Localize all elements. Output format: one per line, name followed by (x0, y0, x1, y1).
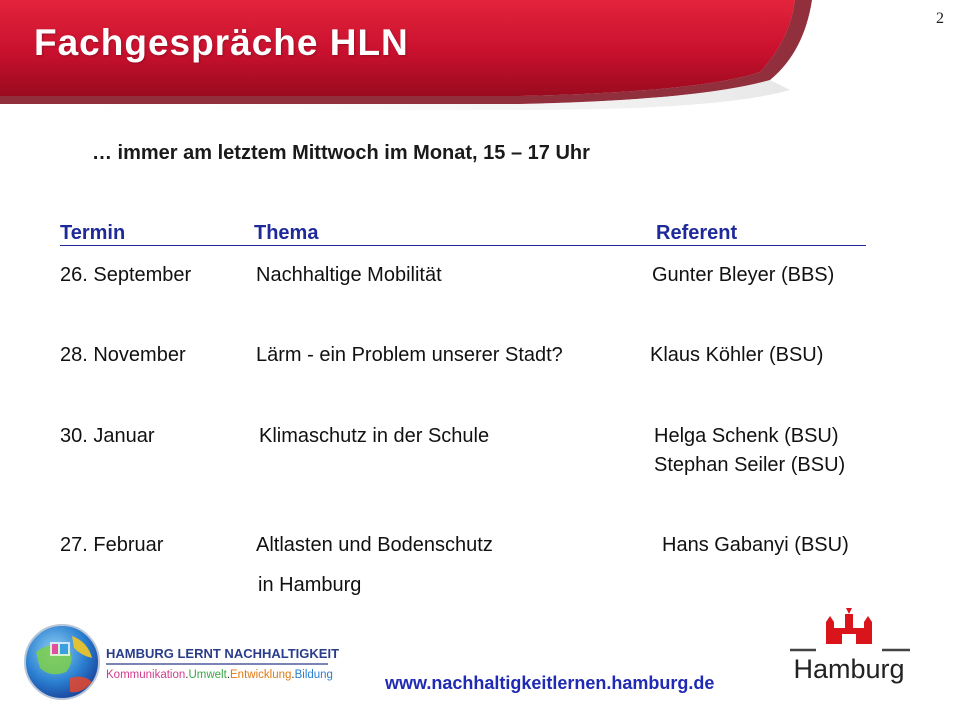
row-3-topic: Klimaschutz in der Schule (259, 425, 490, 447)
row-2-topic: Lärm - ein Problem unserer Stadt? (256, 344, 563, 366)
subtitle: … immer am letztem Mittwoch im Monat, 15 – 17 Uhr (92, 142, 590, 164)
globe-icon (25, 625, 99, 699)
row-3-speaker: Helga Schenk (BSU) (654, 425, 839, 447)
row-1-date: 26. September (60, 264, 192, 286)
hamburg-logo-text: Hamburg (793, 654, 905, 684)
row-4-date: 27. Februar (60, 534, 164, 556)
column-header-termin: Termin (60, 222, 126, 244)
row-3-date: 30. Januar (60, 425, 155, 447)
row-2-date: 28. November (60, 344, 186, 366)
header-underline (60, 245, 866, 246)
castle-icon (826, 608, 872, 644)
column-header-thema: Thema (254, 222, 319, 244)
row-2-speaker: Klaus Köhler (BSU) (650, 344, 824, 366)
row-4-speaker: Hans Gabanyi (BSU) (662, 534, 849, 556)
row-1-topic: Nachhaltige Mobilität (256, 264, 442, 286)
hln-logo-name: HAMBURG LERNT NACHHALTIGKEIT (106, 646, 340, 661)
row-4-topic-2: in Hamburg (258, 574, 362, 596)
row-4-topic: Altlasten und Bodenschutz (256, 534, 493, 556)
row-1-speaker: Gunter Bleyer (BBS) (652, 264, 835, 286)
slide-title: Fachgespräche HLN (34, 22, 409, 63)
hln-logo-tagline: Kommunikation.Umwelt.Entwicklung.Bildung (106, 669, 333, 681)
column-header-referent: Referent (656, 222, 738, 244)
hamburg-logo (786, 608, 916, 688)
website-link[interactable]: www.nachhaltigkeitlernen.hamburg.de (385, 673, 715, 693)
row-3-speaker-2: Stephan Seiler (BSU) (654, 454, 846, 476)
hln-logo (22, 622, 342, 702)
page-number: 2 (936, 10, 944, 27)
